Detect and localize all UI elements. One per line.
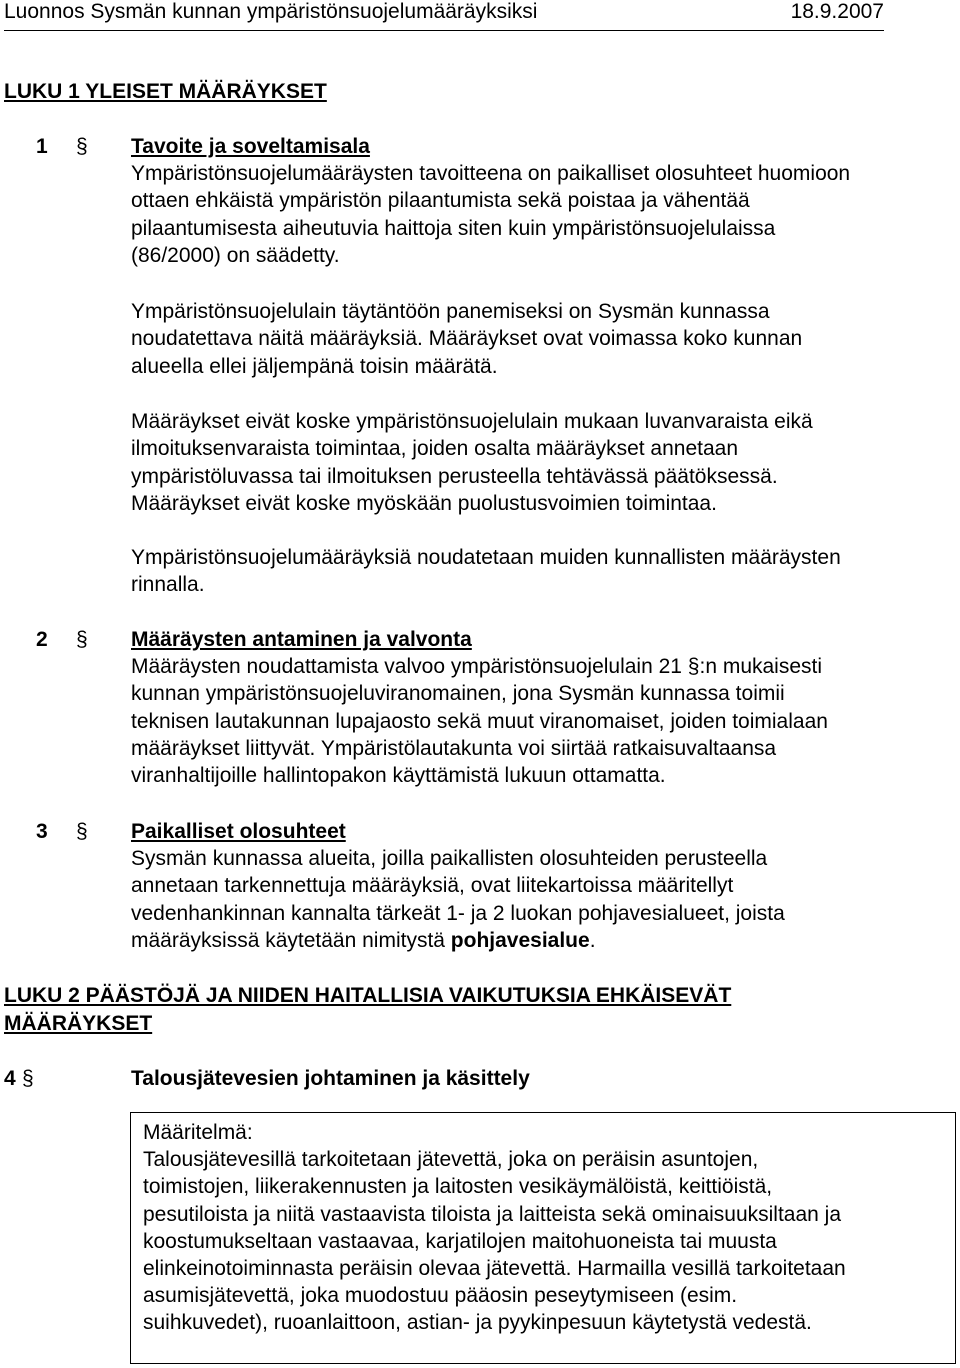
page-header xyxy=(4,0,884,31)
section-1-paragraph-1: Ympäristönsuojelumääräysten tavoitteena on paikalliset olosuhteet huomioon ottaen ehkäistä ympäristön pilaantumista sekä poistaa ja vähentää pilaantumisesta aiheutuvia haittoja siten kuin ympäristönsuojelulaissa (86/2000) on säädetty. xyxy=(131,162,851,267)
section-sign: § xyxy=(22,1067,34,1090)
section-3-paragraph-1 xyxy=(131,845,951,954)
section-number: 4 xyxy=(4,1067,16,1090)
document-title: Luonnos Sysmän kunnan ympäristönsuojelumääräyksiksi xyxy=(4,0,538,23)
section-sign: § xyxy=(76,820,88,843)
sentence-end: . xyxy=(589,928,596,952)
document-date: 18.9.2007 xyxy=(790,0,884,23)
section-number: 1 xyxy=(36,135,48,158)
section-1-paragraph-2: Ympäristönsuojelulain täytäntöön panemiseksi on Sysmän kunnassa noudatettava näitä määräyksiä. Määräykset ovat voimassa koko kunnan alueella ellei jäljempänä toisin määrätä. xyxy=(131,300,803,378)
section-title: Tavoite ja soveltamisala xyxy=(131,135,370,158)
section-number: 2 xyxy=(36,628,48,651)
chapter-1-heading: LUKU 1 YLEISET MÄÄRÄYKSET xyxy=(4,80,327,103)
section-title: Talousjätevesien johtaminen ja käsittely xyxy=(131,1067,530,1090)
section-sign: § xyxy=(76,628,88,651)
section-2-paragraph-1: Määräysten noudattamista valvoo ympäristönsuojelulain 21 §:n mukaisesti kunnan ympäristönsuojeluviranomainen, jona Sysmän kunnassa toimii teknisen lautakunnan lupajaosto sekä muut viranomaiset, joiden toimialaan määräykset liittyvät. Ympäristölautakunta voi siirtää ratkaisuvaltaansa viranhaltijoille hallintopakon käyttämistä lukuun ottamatta. xyxy=(131,655,828,788)
section-title: Paikalliset olosuhteet xyxy=(131,820,346,843)
definition-text: Talousjätevesillä tarkoitetaan jätevettä, joka on peräisin asuntojen, toimistojen, liikerakennusten ja laitosten vesikäymälöistä, keittiöistä, pesutiloista ja niitä vastaavista tiloista ja laitteista sekä ominaisuuksiltaan ja koostumukseltaan vastaavaa, karjatilojen maitohuoneista tai muusta elinkeinotoiminnasta peräisin olevaa jätevettä. Harmailla vesillä tarkoitetaan asumisjätevettä, joka muodostuu pääosin peseytymiseen (esim. suihkuvedet), ruoanlaittoon, astian- ja pyykinpesuun käytetystä vedestä. xyxy=(143,1148,846,1335)
section-3-text: Sysmän kunnassa alueita, joilla paikallisten olosuhteiden perusteella annetaan tarkennettuja määräyksiä, ovat liitekartoissa määritellyt vedenhankinnan kannalta tärkeät 1- ja 2 luokan pohjavesialueet, joista määräyksissä käytetään nimitystä xyxy=(131,847,785,952)
term-pohjavesialue: pohjavesialue xyxy=(450,928,590,952)
definition-label: Määritelmä: xyxy=(143,1121,253,1144)
section-title: Määräysten antaminen ja valvonta xyxy=(131,628,472,651)
definition-box xyxy=(130,1112,956,1364)
section-number: 3 xyxy=(36,820,48,843)
section-1-paragraph-4: Ympäristönsuojelumääräyksiä noudatetaan muiden kunnallisten määräysten rinnalla. xyxy=(131,546,841,597)
chapter-2-heading: LUKU 2 PÄÄSTÖJÄ JA NIIDEN HAITALLISIA VAIKUTUKSIA EHKÄISEVÄT MÄÄRÄYKSET xyxy=(4,984,732,1035)
section-1-paragraph-3: Määräykset eivät koske ympäristönsuojelulain mukaan luvanvaraista eikä ilmoituksenvaraista toimintaa, joiden osalta määräykset annetaan ympäristöluvassa tai ilmoituksen perusteella tehtävässä päätöksessä. Määräykset eivät koske myöskään puolustusvoimien toimintaa. xyxy=(131,410,813,515)
section-sign: § xyxy=(76,135,88,158)
